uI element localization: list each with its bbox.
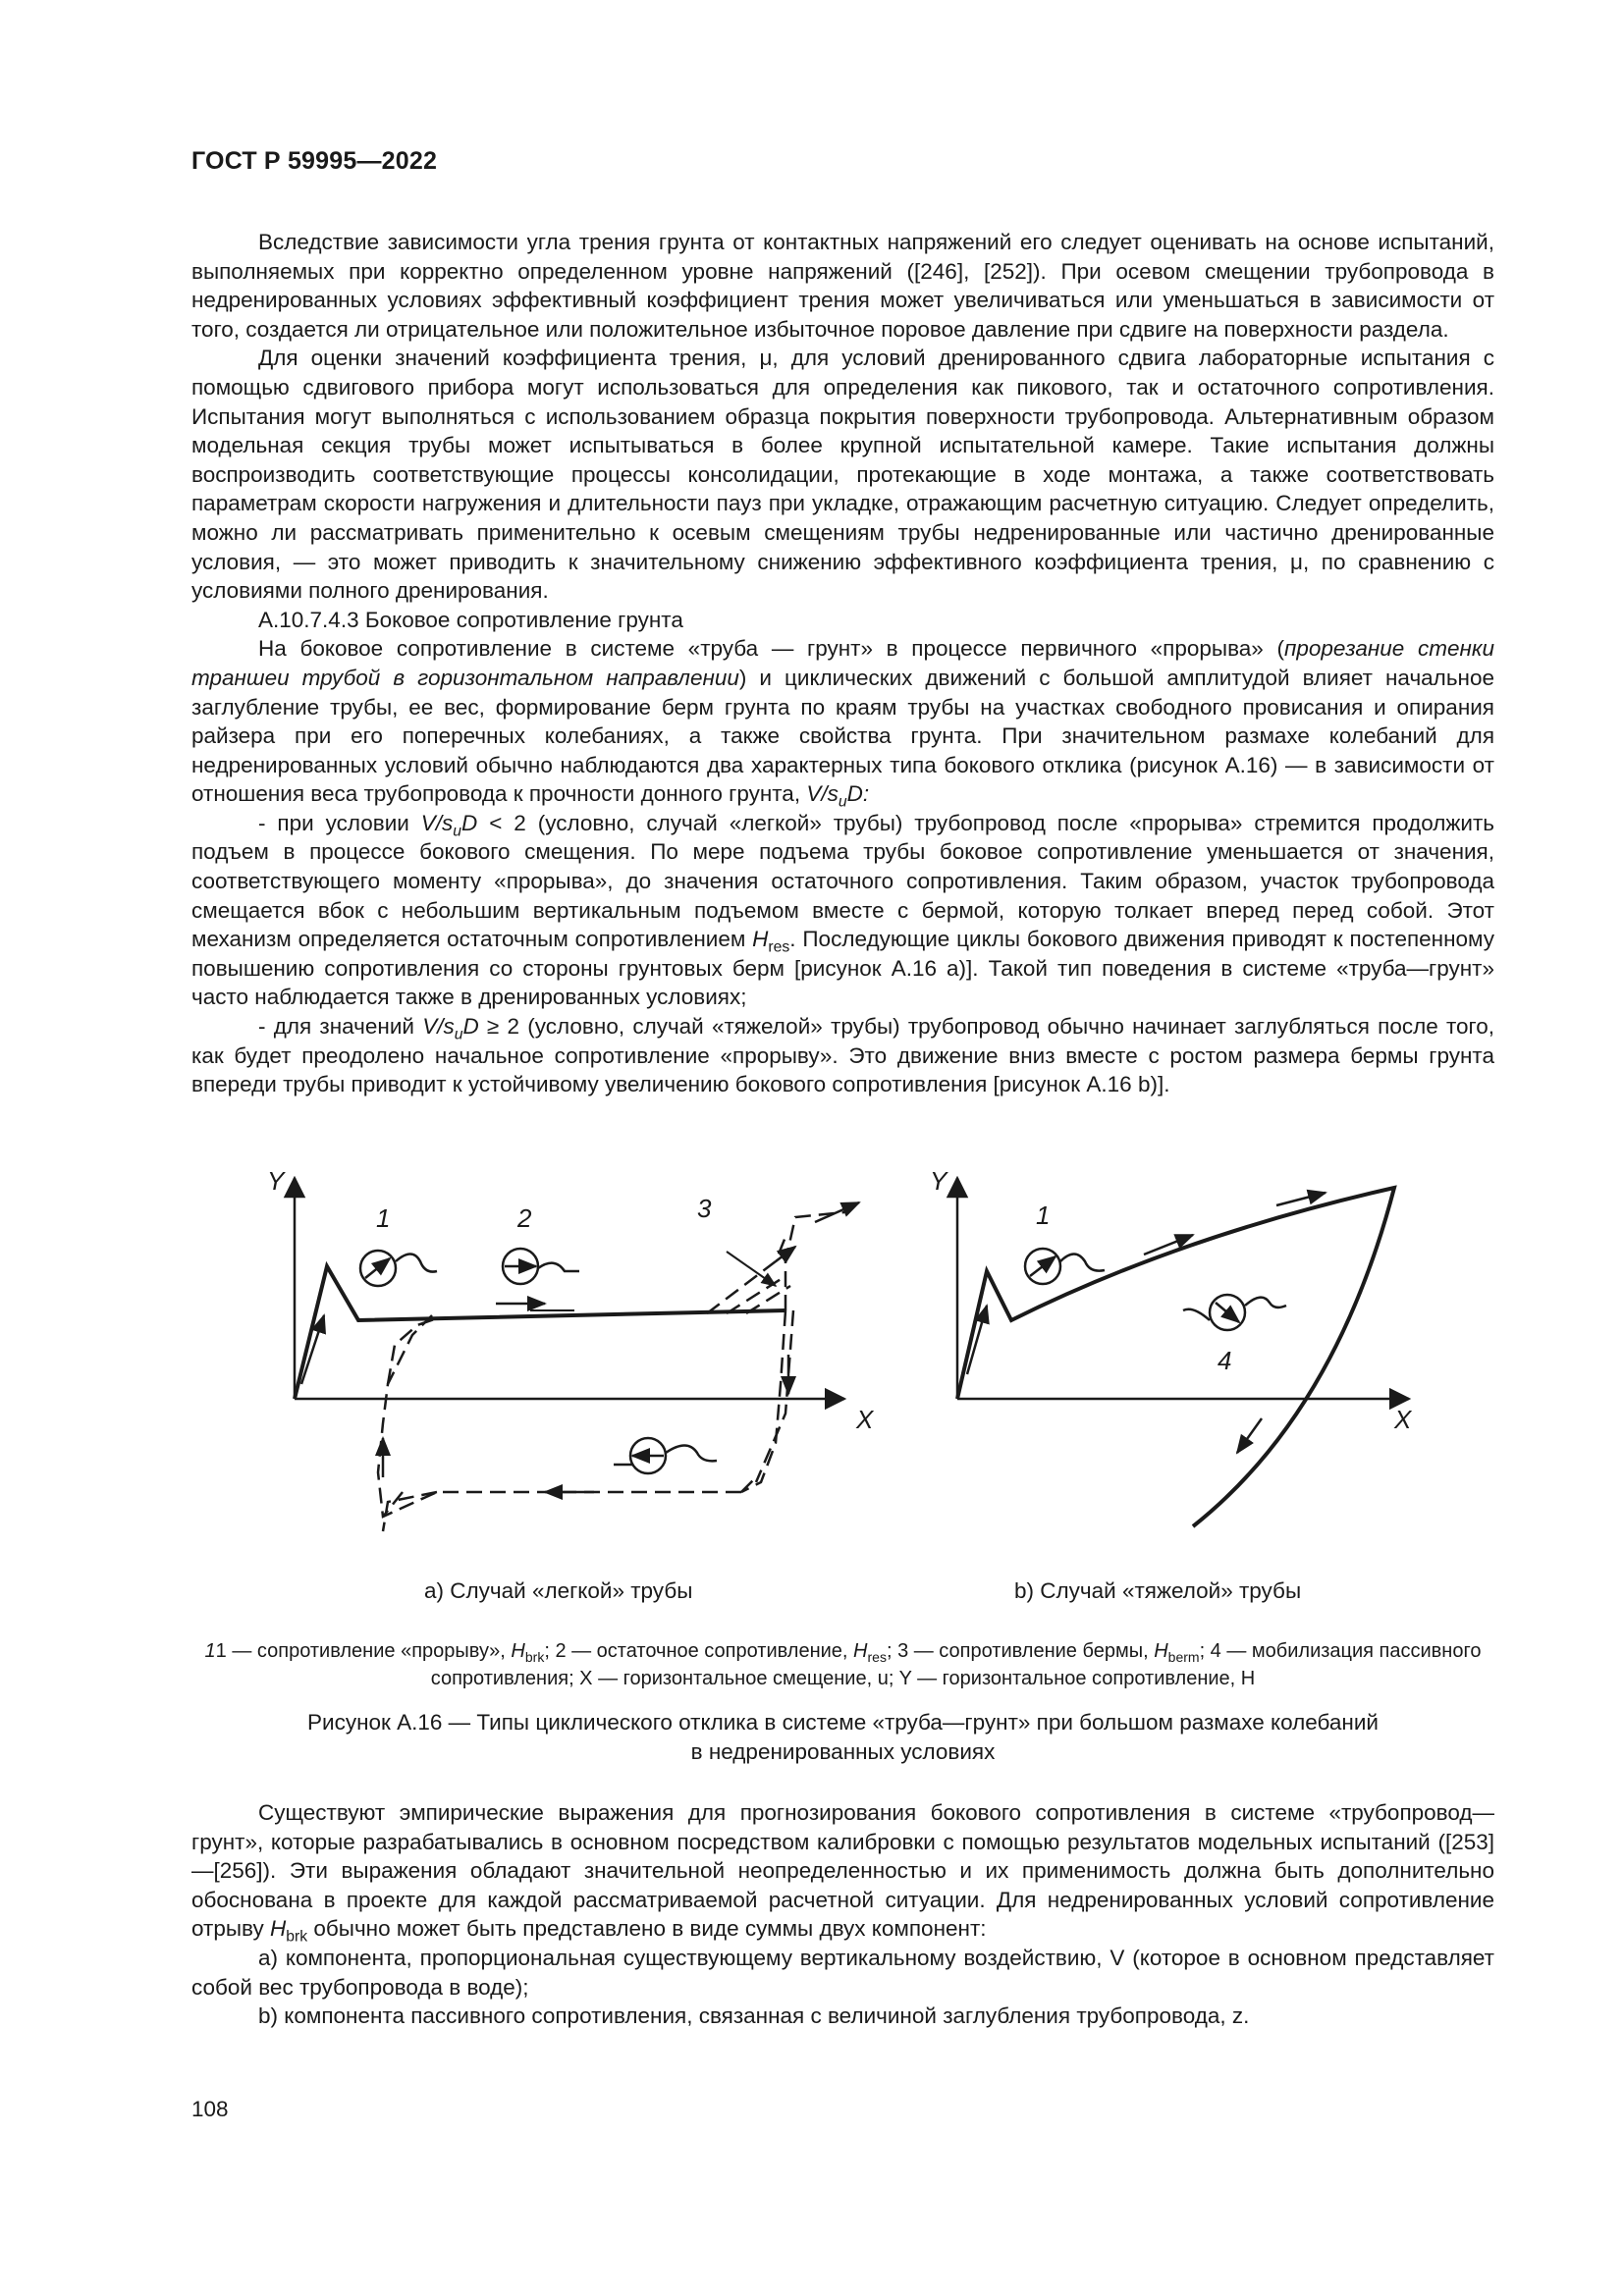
- panel-b-heavy-pipe: [957, 1178, 1409, 1526]
- page-number: 108: [191, 2097, 229, 2121]
- figure-title: Рисунок А.16 — Типы циклического отклика в системе «труба—грунт» при большом размахе колебаний в недренированных условиях: [307, 1710, 1379, 1764]
- paragraph-8: a) компонента, пропорциональная существующему вертикальному воздействию, V (которое в основном представляет собой вес трубопровода в воде);: [191, 1945, 1494, 2000]
- paragraph-7: Существуют эмпирические выражения для прогнозирования бокового сопротивления в системе «трубопровод— грунт», которые разрабатывались в основном посредством калибровки с помощью результатов модельных испытаний ([253]—[256]). Эти выражения обладают значительной неопределенностью и их применимость должна быть дополнительно обоснована в проекте для каждой рассматриваемой расчетной ситуации. Для недренированных условий сопротивление отрыву $H_{brk}$ обычно может быть представлено в виде суммы двух компонент:: [191, 1800, 1494, 1946]
- axis-x-label-a: X: [856, 1405, 874, 1434]
- pipe-icon-4b: [1183, 1295, 1286, 1330]
- paragraph-5: - при условии $V/s_uD < 2$ (условно, случай «легкой» трубы) трубопровод после «прорыва» стремится продолжить подъем в процессе бокового смещения. По мере подъема трубы боковое сопротивление уменьшается от значения, соответствующего моменту «прорыва», до значения остаточного сопротивления. Таким образом, участок трубопровода смещается вбок с небольшим вертикальным подъемом вместе с бермой, которую толкает вперед перед собой. Этот механизм определяется остаточным сопротивлением $H_{res}$. Последующие циклы бокового движения приводят к постепенному повышению сопротивления со стороны грунтовых берм [рисунок А.16 а)]. Такой тип поведения в системе «труба—грунт» часто наблюдается также в дренированных условиях;: [191, 810, 1494, 1010]
- paragraph-4: На боковое сопротивление в системе «труба — грунт» в процессе первичного «прорыва» (прорезание стенки траншеи трубой в горизонтальном направлении) и циклических движений с большой амплитудой влияет начальное заглубление трубы, ее вес, формирование берм грунта по краям трубы на участках свободного провисания и опирания райзера при его поперечных колебаниях, а также свойства грунта. При значительном размахе колебаний для недренированных условий обычно наблюдаются два характерных типа бокового отклика (рисунок А.16) — в зависимости от отношения веса трубопровода к прочности донного грунта, $V/s_uD$:: [191, 636, 1495, 811]
- label-3-a: 3: [697, 1194, 712, 1223]
- label-2-a: 2: [517, 1203, 532, 1233]
- pipe-icon-1a: [360, 1251, 437, 1286]
- paragraph-9: b) компонента пассивного сопротивления, связанная с величиной заглубления трубопровода, z.: [258, 2003, 1250, 2029]
- document-header: ГОСТ Р 59995—2022: [191, 147, 438, 175]
- label-4-b: 4: [1218, 1346, 1232, 1375]
- label-1-b: 1: [1036, 1201, 1051, 1230]
- axis-y-label-b: Y: [930, 1166, 947, 1196]
- caption-a: а) Случай «легкой» трубы: [424, 1578, 693, 1603]
- pipe-icon-3a: [614, 1438, 717, 1473]
- axis-y-label-a: Y: [267, 1166, 285, 1196]
- curve-heavy-b: [957, 1188, 1394, 1526]
- paragraph-block-2: [191, 1798, 1494, 2031]
- axis-x-label-b: X: [1394, 1405, 1412, 1434]
- figure-legend: 11 — сопротивление «прорыву», $H_{brk}$; 2 — остаточное сопротивление, $H_{res}$; 3 — сопротивление бермы, $H_{berm}$; 4 — мобилизация пассивного сопротивления; X — горизонтальное смещение, u; Y — горизонтальное сопротивление, H: [204, 1640, 1482, 1689]
- pipe-icon-1b: [1025, 1249, 1105, 1284]
- paragraph-1: Вследствие зависимости угла трения грунта от контактных напряжений его следует оценивать на основе испытаний, выполняемых при корректно определенном уровне напряжений ([246], [252]). При осевом смещении трубопровода в недренированных условиях эффективный коэффициент трения может увеличиваться или уменьшаться в зависимости от того, создается ли отрицательное или положительное избыточное поровое давление при сдвиге на поверхности раздела.: [191, 230, 1494, 342]
- paragraph-2: Для оценки значений коэффициента трения, μ, для условий дренированного сдвига лабораторные испытания с помощью сдвигового прибора могут использоваться для определения как пикового, так и остаточного сопротивления. Испытания могут выполняться с использованием образца покрытия поверхности трубопровода. Альтернативным образом модельная секция трубы может испытываться в более крупной испытательной камере. Такие испытания должны воспроизводить соответствующие процессы консолидации, протекающие в ходе монтажа, а также соответствовать параметрам скорости нагружения и длительности пауз при укладке, отражающим расчетную ситуацию. Следует определить, можно ли рассматривать применительно к осевым смещениям трубы недренированные или частично дренированные условия, — это может приводить к значительному снижению эффективного коэффициента трения, μ, по сравнению с условиями полного дренирования.: [191, 346, 1494, 604]
- curve-breakout-a: [295, 1266, 785, 1399]
- section-heading: А.10.7.4.3 Боковое сопротивление грунта: [258, 607, 683, 632]
- label-1-a: 1: [376, 1203, 391, 1233]
- paragraph-6: - для значений $V/s_uD \ge 2$ (условно, случай «тяжелой» трубы) трубопровод обычно начинает заглубляться после того, как будет преодолено начальное сопротивление «прорыву». Это движение вниз вместе с ростом размера бермы грунта впереди трубы приводит к устойчивому увеличению бокового сопротивления [рисунок А.16 b)].: [191, 1014, 1495, 1097]
- caption-b: b) Случай «тяжелой» трубы: [1014, 1578, 1302, 1603]
- pipe-icon-2a: [503, 1249, 579, 1284]
- curve-cycles-a: [378, 1212, 844, 1531]
